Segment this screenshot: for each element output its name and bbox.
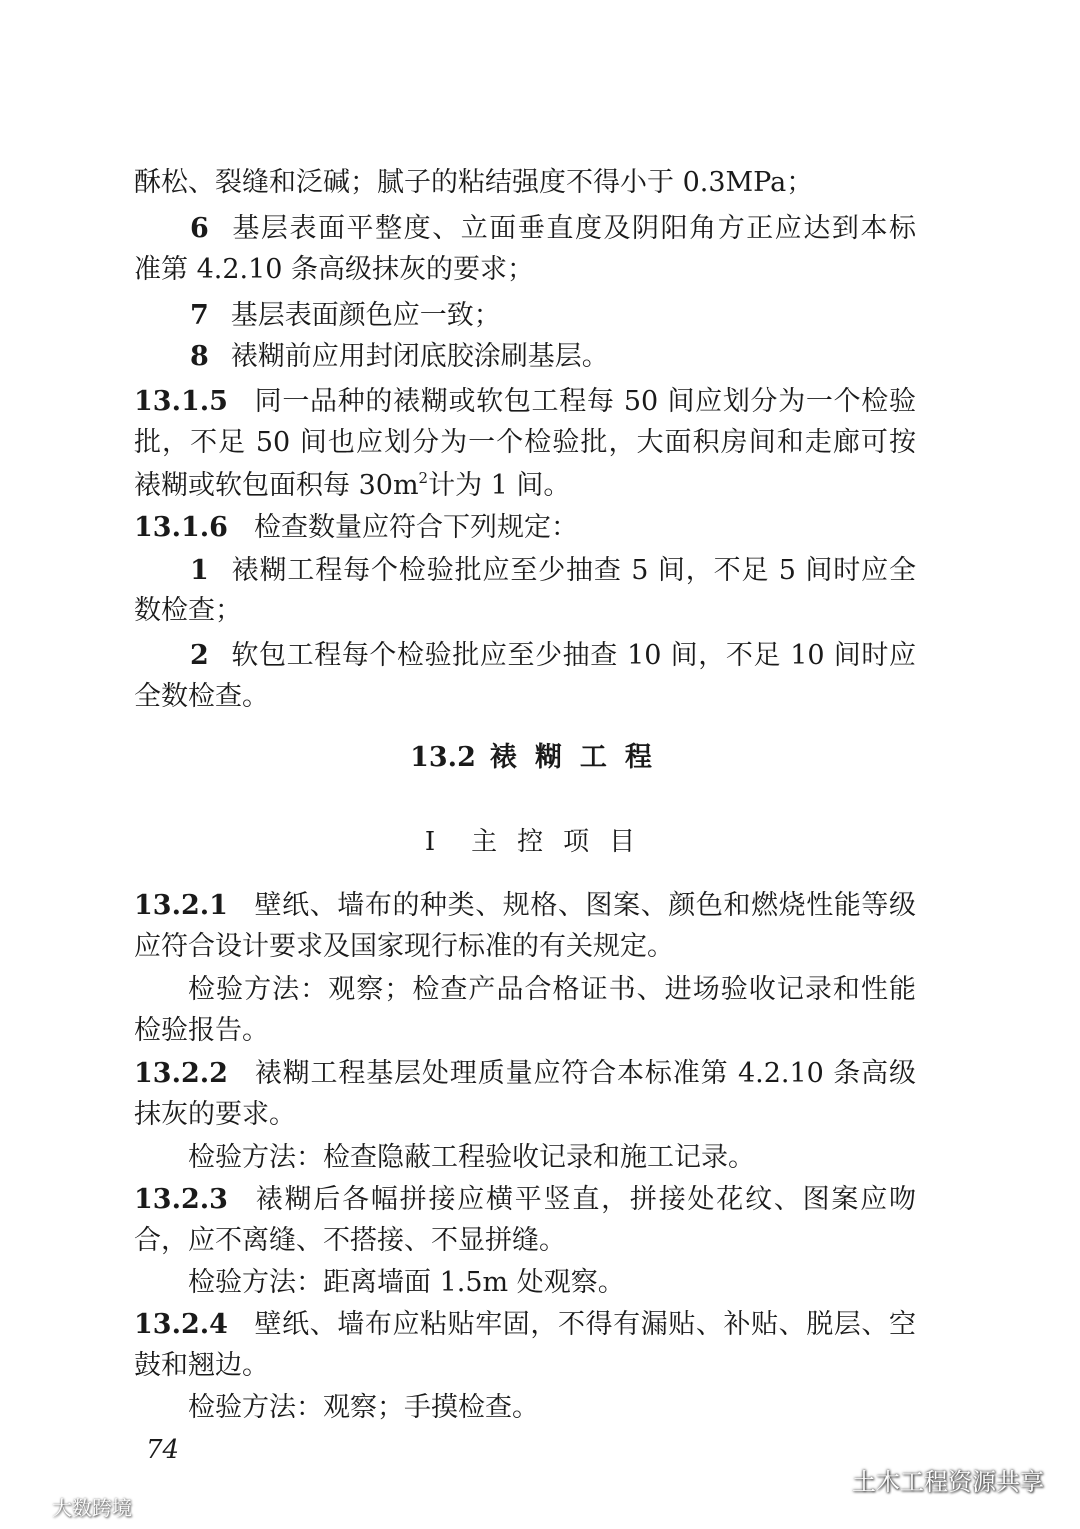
clause-13-2-1: 13.2.1 壁纸、墙布的种类、规格、图案、颜色和燃烧性能等级	[134, 890, 916, 921]
text-line: 批，不足 50 间也应划分为一个检验批，大面积房间和走廊可按	[134, 427, 916, 458]
text-line: 裱糊或软包面积每 $30m^2$计为 1 间。	[134, 469, 571, 501]
watermark-right	[812, 1462, 1044, 1497]
list-item-1: 1 裱糊工程每个检验批应至少抽查 5 间，不足 5 间时应全	[190, 555, 916, 586]
text-line: 准第 4.2.10 条高级抹灰的要求；	[134, 254, 535, 285]
text-line: 合，应不离缝、不搭接、不显拼缝。	[134, 1225, 566, 1256]
page-number: 74	[146, 1435, 180, 1465]
brand-logo-icon	[8, 1496, 48, 1518]
clause-13-2-4: 13.2.4 壁纸、墙布应粘贴牢固，不得有漏贴、补贴、脱层、空	[134, 1309, 916, 1340]
list-item-8: 8 裱糊前应用封闭底胶涂刷基层。	[190, 341, 609, 372]
text-line: 检验报告。	[134, 1015, 269, 1046]
text-line: 鼓和翘边。	[134, 1350, 269, 1381]
list-item-7: 7 基层表面颜色应一致；	[190, 300, 501, 331]
clause-13-2-2: 13.2.2 裱糊工程基层处理质量应符合本标准第 4.2.10 条高级	[134, 1058, 916, 1089]
text-line: 数检查；	[134, 595, 242, 626]
inspection-method: 检验方法：观察；手摸检查。	[188, 1392, 539, 1423]
clause-13-1-5: 13.1.5 同一品种的裱糊或软包工程每 50 间应划分为一个检验	[134, 386, 916, 417]
clause-13-2-3: 13.2.3 裱糊后各幅拼接应横平竖直，拼接处花纹、图案应吻	[134, 1184, 916, 1215]
inspection-method: 检验方法：距离墙面 1.5m 处观察。	[188, 1267, 625, 1298]
watermark-right-text: 土木工程资源共享	[852, 1468, 1044, 1496]
inspection-method: 检验方法：观察；检查产品合格证书、进场验收记录和性能	[188, 974, 916, 1005]
watermark-left	[8, 1492, 132, 1521]
watermark-left-text: 大数跨境	[52, 1496, 132, 1520]
text-line: 酥松、裂缝和泛碱；腻子的粘结强度不得小于 0.3MPa；	[134, 167, 814, 198]
wechat-icon	[812, 1467, 842, 1493]
inspection-method: 检验方法：检查隐蔽工程验收记录和施工记录。	[188, 1142, 755, 1173]
text-line: 全数检查。	[134, 681, 269, 712]
list-item-2: 2 软包工程每个检验批应至少抽查 10 间，不足 10 间时应	[190, 640, 916, 671]
section-heading: 13.2 裱糊工程	[410, 742, 670, 773]
subsection-heading: Ⅰ 主控项目	[424, 827, 656, 857]
clause-13-1-6: 13.1.6 检查数量应符合下列规定：	[134, 512, 578, 543]
text-line: 抹灰的要求。	[134, 1099, 296, 1130]
text-line: 应符合设计要求及国家现行标准的有关规定。	[134, 931, 674, 962]
list-item-6: 6 基层表面平整度、立面垂直度及阴阳角方正应达到本标	[190, 213, 916, 244]
